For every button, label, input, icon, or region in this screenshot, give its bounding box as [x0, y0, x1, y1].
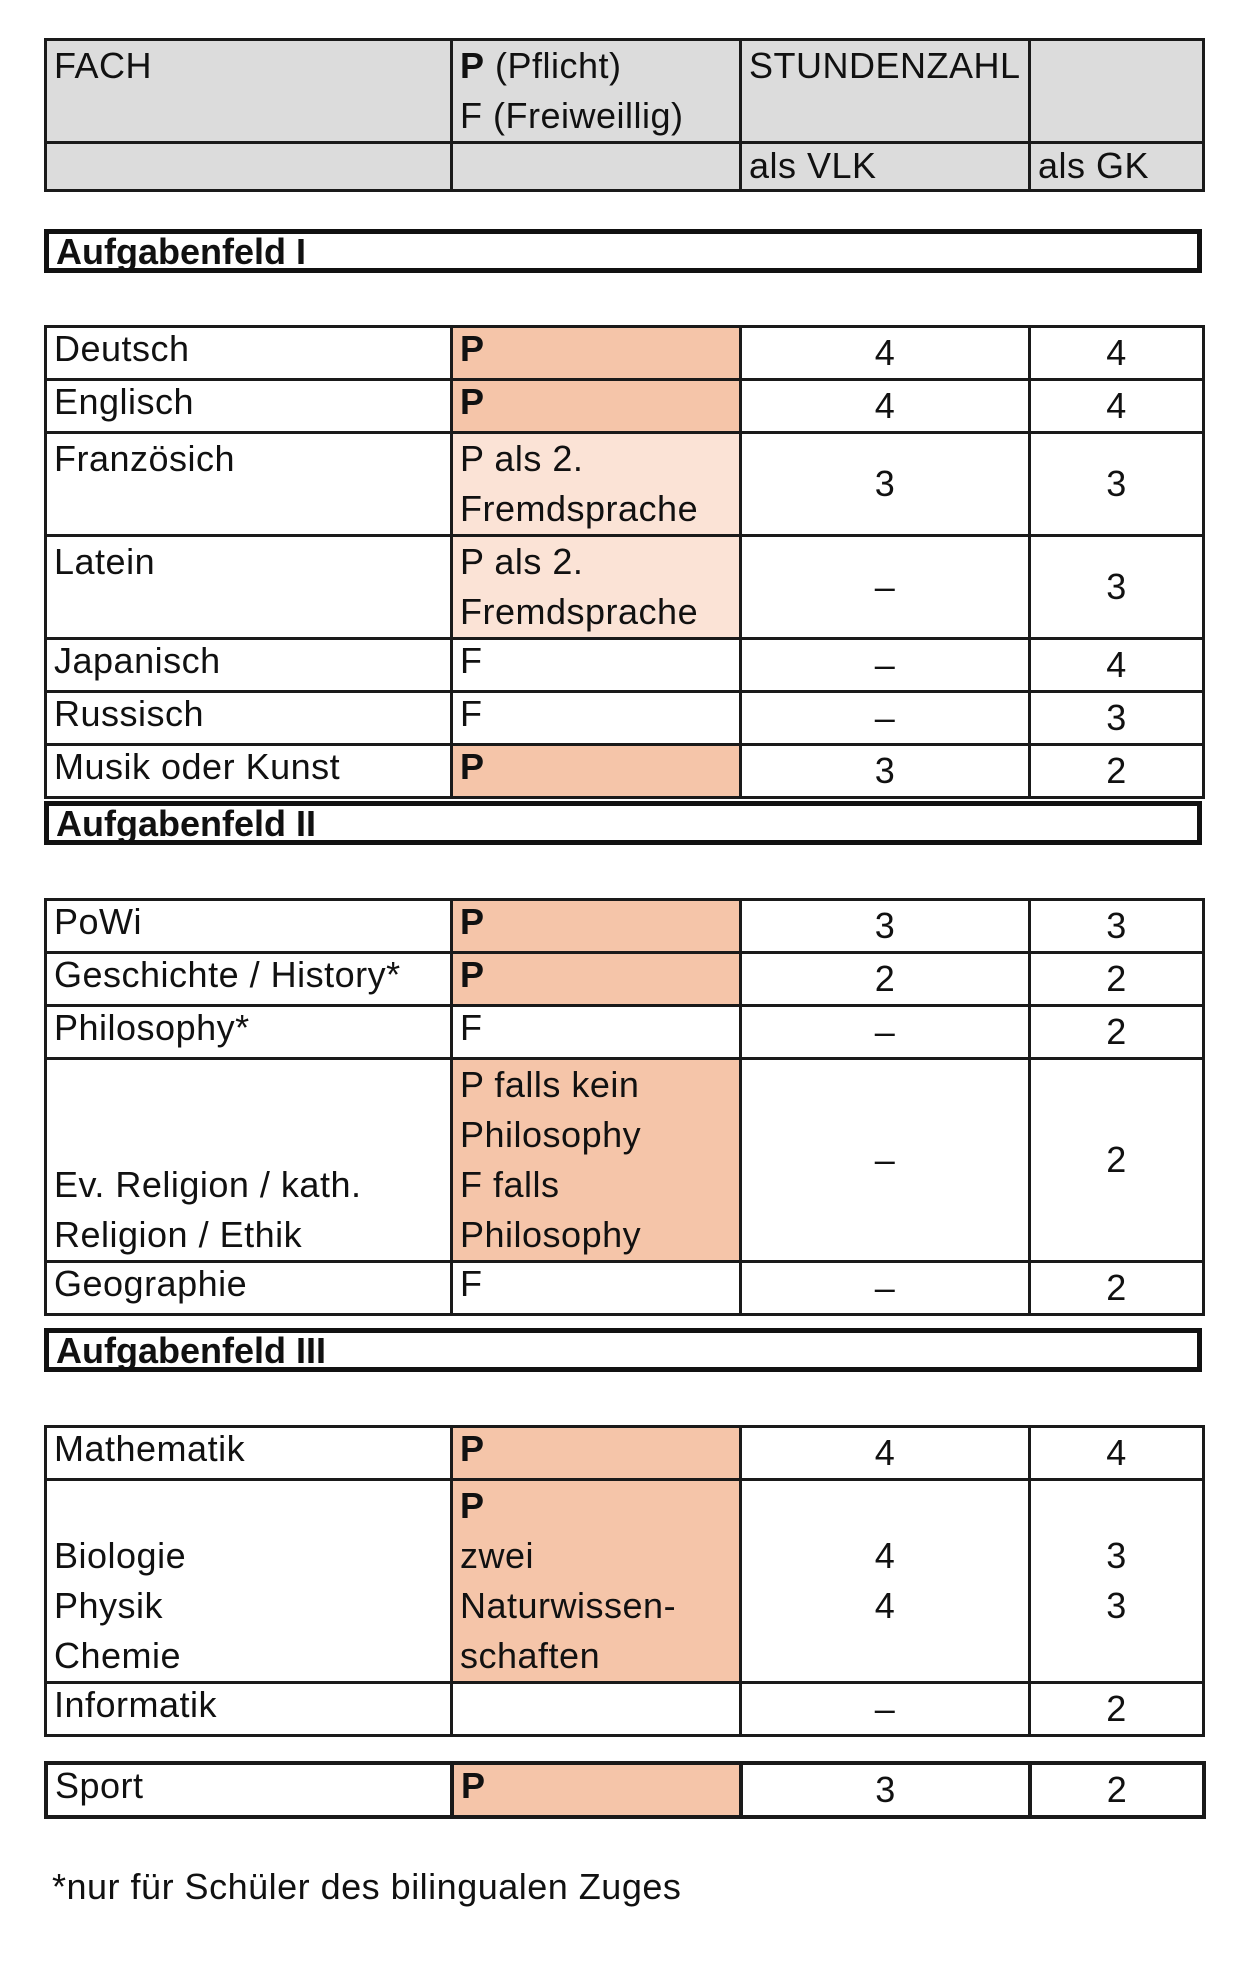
table-row [46, 1480, 1204, 1683]
gk-cell: 4 [1030, 380, 1204, 433]
vlk-cell: – [741, 692, 1030, 745]
subject-table-2 [44, 898, 1205, 1316]
status-cell: P [452, 380, 741, 433]
status-cell: F [452, 1006, 741, 1059]
table-row [46, 1683, 1204, 1736]
status-cell: P als 2. Fremdsprache [452, 536, 741, 639]
table-row [46, 380, 1204, 433]
fach-cell: Biologie Physik Chemie [46, 1480, 452, 1683]
header-pflicht-label: (Pflicht) [484, 45, 622, 86]
fach-cell: Philosophy* [46, 1006, 452, 1059]
fach-cell: Englisch [46, 380, 452, 433]
fach-cell: Geographie [46, 1262, 452, 1315]
gk-cell: 4 [1030, 1427, 1204, 1480]
status-cell: P zwei Naturwissen- schaften [452, 1480, 741, 1683]
subject-table-1 [44, 325, 1205, 799]
table-row [46, 433, 1204, 536]
fach-cell: Musik oder Kunst [46, 745, 452, 798]
gk-cell: 2 [1030, 953, 1204, 1006]
status-cell: P [452, 745, 741, 798]
table-row [46, 1763, 1204, 1817]
header-empty-status [452, 143, 741, 191]
table-row [46, 692, 1204, 745]
vlk-cell: – [741, 1683, 1030, 1736]
table-row [46, 900, 1204, 953]
fach-cell: Sport [46, 1763, 452, 1817]
vlk-cell: – [741, 536, 1030, 639]
table-row [46, 1006, 1204, 1059]
fach-cell: Geschichte / History* [46, 953, 452, 1006]
status-cell: P falls kein Philosophy F falls Philosophy [452, 1059, 741, 1262]
gk-cell: 3 [1030, 900, 1204, 953]
vlk-cell: 4 [741, 327, 1030, 380]
section-title-2: Aufgabenfeld II [44, 801, 1202, 845]
gk-cell: 2 [1030, 1059, 1204, 1262]
gk-cell: 2 [1030, 1006, 1204, 1059]
table-row [46, 536, 1204, 639]
table-row [46, 327, 1204, 380]
fach-cell: Japanisch [46, 639, 452, 692]
vlk-cell: – [741, 639, 1030, 692]
gk-cell: 4 [1030, 327, 1204, 380]
gk-cell: 3 [1030, 536, 1204, 639]
status-cell: F [452, 1262, 741, 1315]
subject-table-3 [44, 1425, 1205, 1737]
gk-cell: 3 3 [1030, 1480, 1204, 1683]
header-freiwillig: F (Freiweillig) [460, 95, 684, 136]
gk-cell: 3 [1030, 692, 1204, 745]
table-row [46, 745, 1204, 798]
status-cell: P [452, 1427, 741, 1480]
table-row [46, 639, 1204, 692]
status-cell: P [452, 900, 741, 953]
fach-cell: Französich [46, 433, 452, 536]
vlk-cell: – [741, 1006, 1030, 1059]
table-row [46, 1262, 1204, 1315]
fach-cell: Deutsch [46, 327, 452, 380]
header-status [452, 40, 741, 143]
fach-cell: Ev. Religion / kath. Religion / Ethik [46, 1059, 452, 1262]
status-cell: F [452, 692, 741, 745]
status-cell: P [452, 1763, 741, 1817]
table-row [46, 953, 1204, 1006]
header-fach: FACH [46, 40, 452, 143]
vlk-cell: – [741, 1262, 1030, 1315]
gk-cell: 3 [1030, 433, 1204, 536]
header-empty [1030, 40, 1204, 143]
status-cell [452, 1683, 741, 1736]
vlk-cell: 3 [741, 1763, 1030, 1817]
vlk-cell: 3 [741, 745, 1030, 798]
status-cell: P als 2. Fremdsprache [452, 433, 741, 536]
header-stundenzahl: STUNDENZAHL [741, 40, 1030, 143]
header-empty-fach [46, 143, 452, 191]
status-cell: P [452, 953, 741, 1006]
vlk-cell: 3 [741, 900, 1030, 953]
header-pflicht-code: P [460, 45, 485, 86]
status-cell: P [452, 327, 741, 380]
sport-table [44, 1761, 1206, 1819]
vlk-cell: 4 [741, 380, 1030, 433]
header-gk: als GK [1030, 143, 1204, 191]
section-title-1: Aufgabenfeld I [44, 229, 1202, 273]
fach-cell: Mathematik [46, 1427, 452, 1480]
gk-cell: 2 [1030, 745, 1204, 798]
fach-cell: PoWi [46, 900, 452, 953]
gk-cell: 4 [1030, 639, 1204, 692]
vlk-cell: 3 [741, 433, 1030, 536]
gk-cell: 2 [1030, 1763, 1204, 1817]
header-table [44, 38, 1205, 192]
status-cell: F [452, 639, 741, 692]
table-row [46, 1427, 1204, 1480]
fach-cell: Russisch [46, 692, 452, 745]
table-row [46, 1059, 1204, 1262]
vlk-cell: 4 [741, 1427, 1030, 1480]
header-vlk: als VLK [741, 143, 1030, 191]
fach-cell: Informatik [46, 1683, 452, 1736]
vlk-cell: 4 4 [741, 1480, 1030, 1683]
vlk-cell: – [741, 1059, 1030, 1262]
footnote: *nur für Schüler des bilingualen Zuges [52, 1866, 682, 1907]
section-title-3: Aufgabenfeld III [44, 1328, 1202, 1372]
gk-cell: 2 [1030, 1262, 1204, 1315]
vlk-cell: 2 [741, 953, 1030, 1006]
fach-cell: Latein [46, 536, 452, 639]
gk-cell: 2 [1030, 1683, 1204, 1736]
